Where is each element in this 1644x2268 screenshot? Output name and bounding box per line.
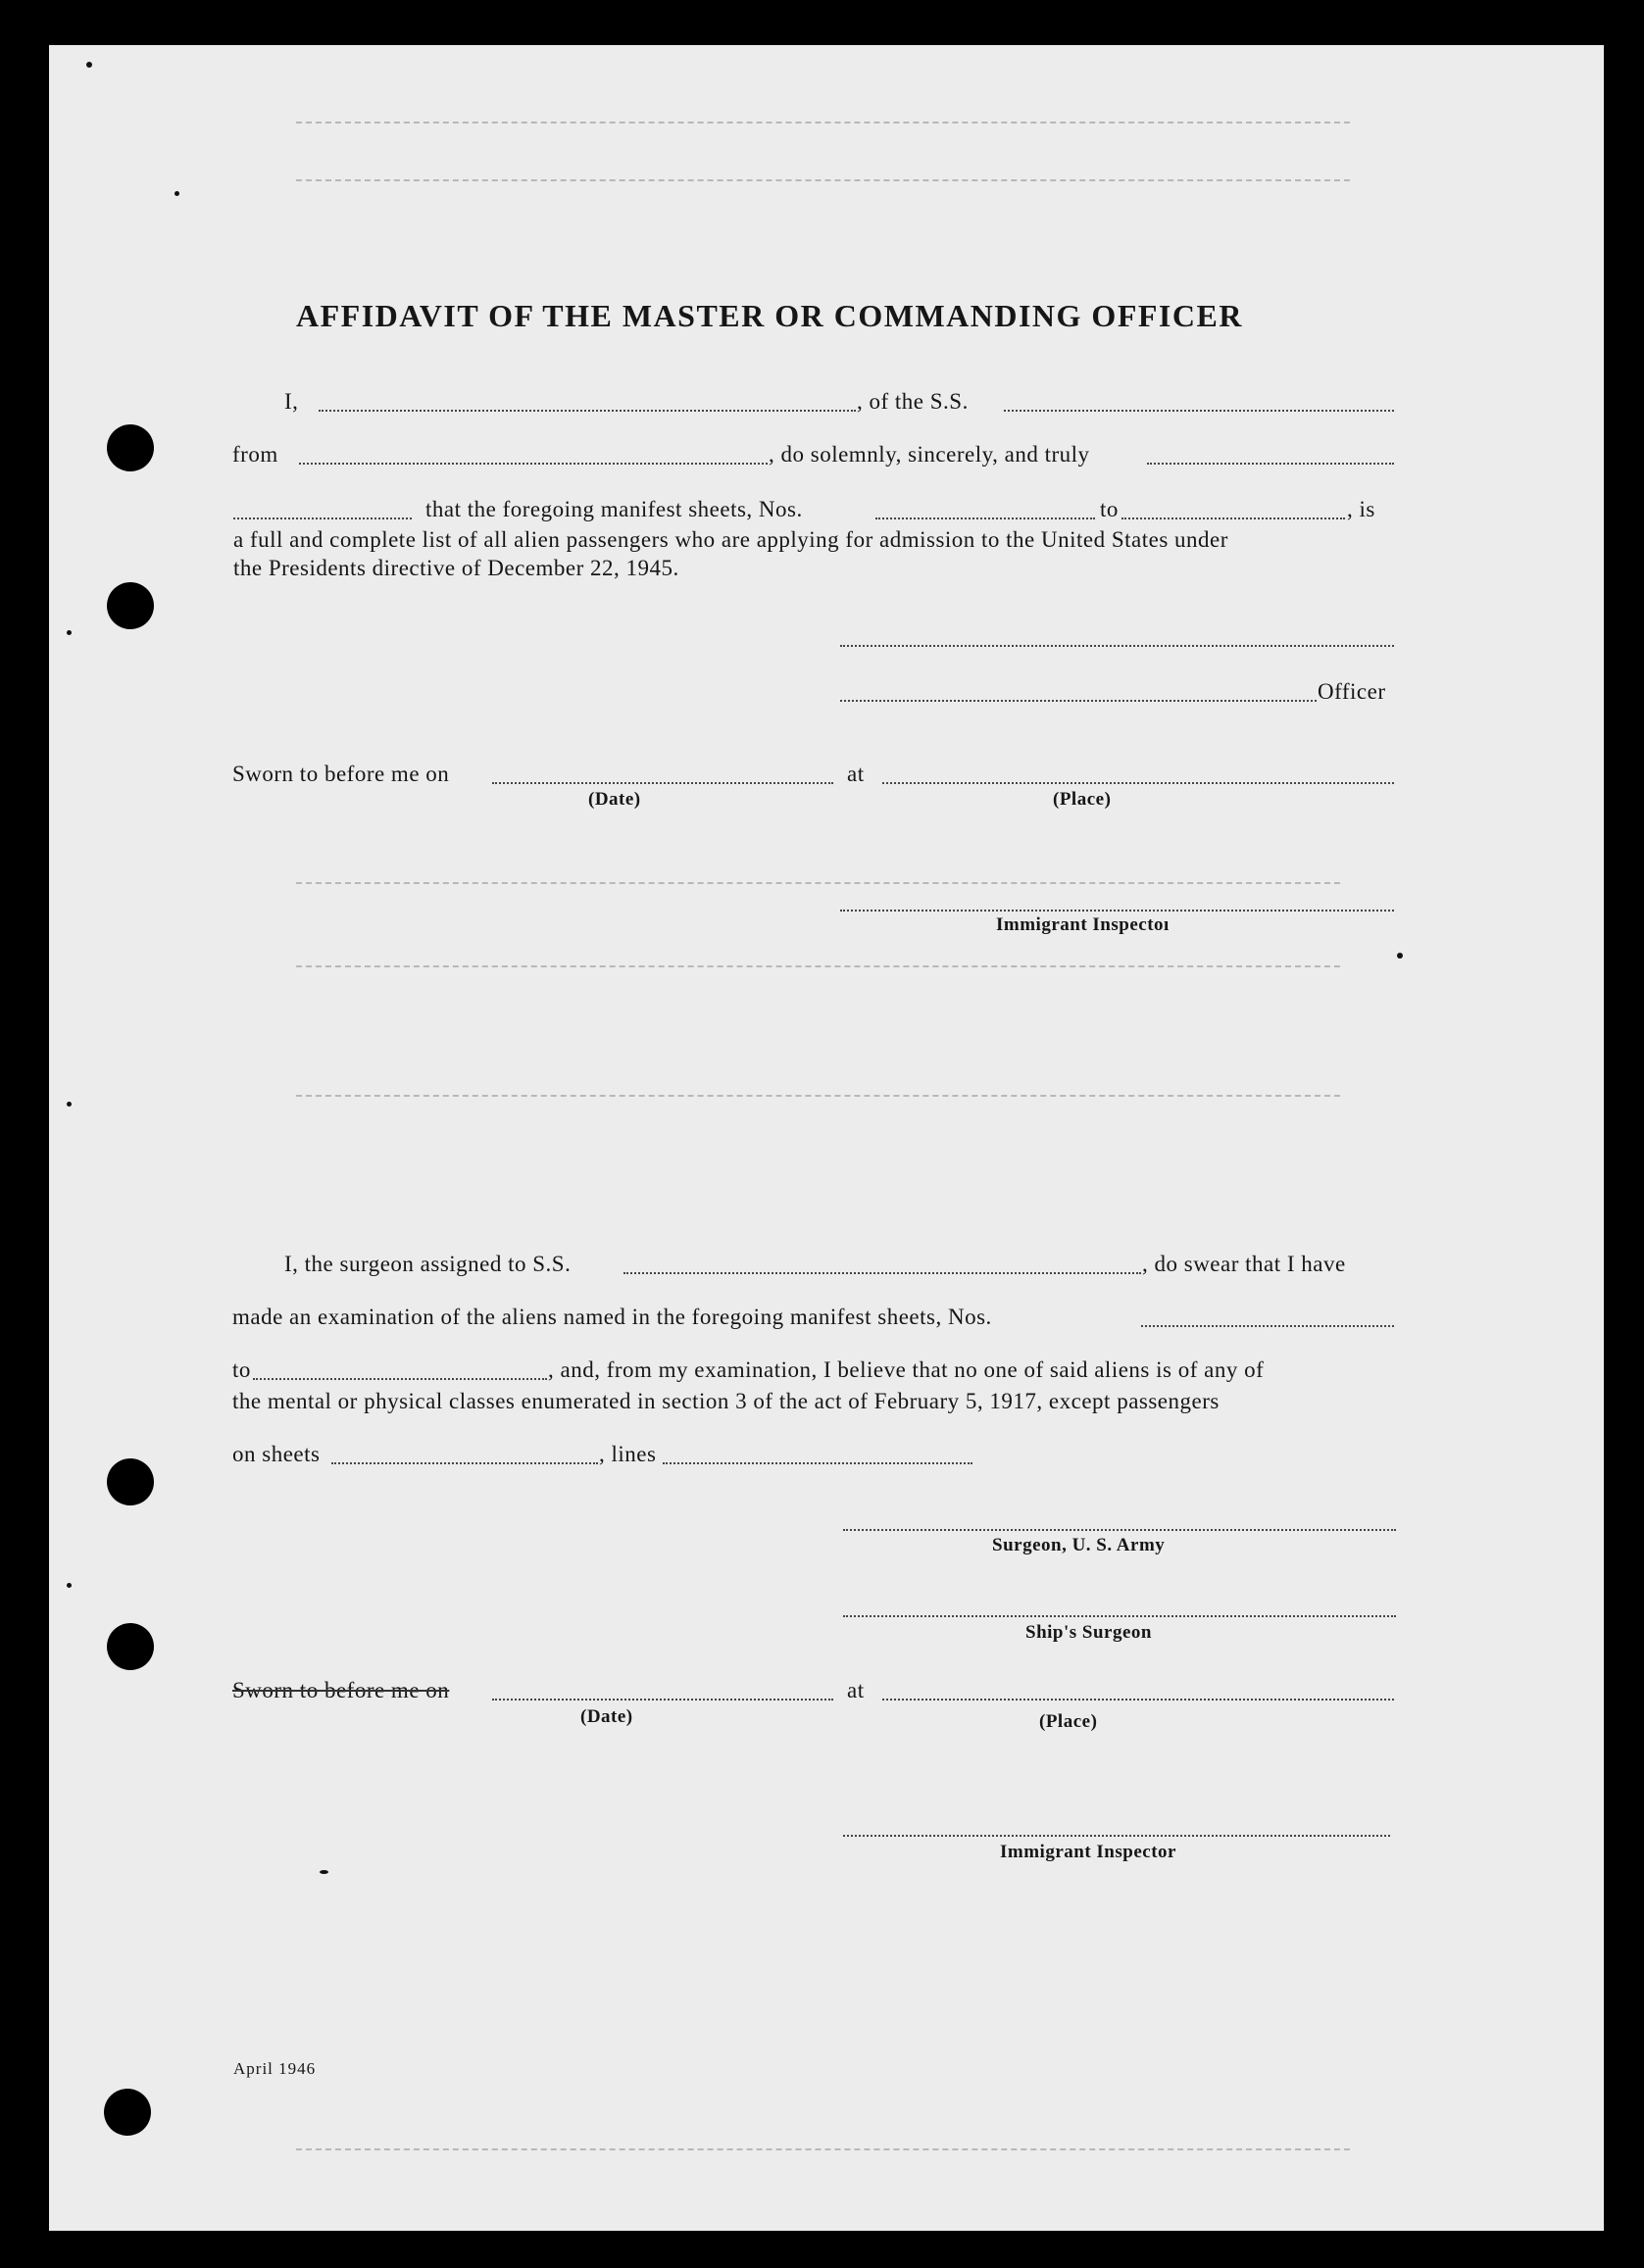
except-lines-field[interactable] <box>663 1462 972 1464</box>
master-sworn-label: Sworn to before me on <box>232 762 450 786</box>
master-line1-ss: , of the S.S. <box>857 389 969 414</box>
form-page <box>49 45 1604 2231</box>
except-sheets-field[interactable] <box>331 1462 598 1464</box>
surgeon-sworn-label: Sworn to before me on <box>232 1678 450 1702</box>
binder-hole-2 <box>107 582 154 629</box>
master-inspector-signature-line[interactable] <box>840 910 1394 912</box>
officer-signature-line-2[interactable] <box>840 700 1317 702</box>
master-sworn-place-field[interactable] <box>882 782 1394 784</box>
binder-hole-3 <box>107 1458 154 1505</box>
surgeon-line5-lines: , lines <box>599 1442 657 1466</box>
faint-guide-line <box>296 882 1340 884</box>
surgeon-sheets-to-field[interactable] <box>253 1378 547 1380</box>
form-edition-date: April 1946 <box>233 2059 317 2078</box>
surgeon-sworn-at: at <box>847 1678 865 1702</box>
officer-signature-line-1[interactable] <box>840 645 1394 647</box>
from-port-field[interactable] <box>299 463 768 465</box>
master-sworn-at: at <box>847 762 865 786</box>
master-inspector-caption: Immigrant Inspectoı <box>996 914 1170 935</box>
oath-prefix-field[interactable] <box>233 518 412 519</box>
surgeon-line3-to: to <box>232 1357 251 1382</box>
surgeon-sworn-place-field[interactable] <box>882 1699 1394 1701</box>
master-line3-to: to <box>1100 497 1119 521</box>
officer-label: Officer <box>1318 679 1386 704</box>
faint-guide-line <box>296 179 1350 181</box>
surgeon-date-caption: (Date) <box>580 1706 633 1727</box>
binder-hole-4 <box>107 1623 154 1670</box>
surgeon-inspector-caption: Immigrant Inspector <box>1000 1842 1176 1862</box>
surgeon-line4: the mental or physical classes enumerated in section 3 of the act of February 5, 1917, except passengers <box>232 1389 1220 1413</box>
paper-speck <box>174 191 179 196</box>
master-date-caption: (Date) <box>588 789 641 810</box>
master-line2-swear: , do solemnly, sincerely, and truly <box>769 442 1090 467</box>
paper-speck <box>86 62 92 68</box>
master-line2-from: from <box>232 442 278 467</box>
surgeon-sworn-date-field[interactable] <box>492 1699 833 1701</box>
surgeon-inspector-signature-line[interactable] <box>843 1835 1390 1837</box>
surgeon-sheets-from-field[interactable] <box>1141 1325 1394 1327</box>
ship-surgeon-signature-line[interactable] <box>843 1615 1396 1617</box>
master-line3-that: that the foregoing manifest sheets, Nos. <box>425 497 803 521</box>
paper-speck <box>67 630 72 635</box>
sheet-to-field[interactable] <box>1121 518 1345 519</box>
surgeon-place-caption: (Place) <box>1039 1711 1098 1732</box>
master-line3-is: , is <box>1347 497 1375 521</box>
binder-hole-5 <box>104 2089 151 2136</box>
ship-name-field[interactable] <box>1004 410 1394 412</box>
paper-speck <box>1397 953 1403 959</box>
surgeon-line1-a: I, the surgeon assigned to S.S. <box>284 1252 572 1276</box>
faint-guide-line <box>296 2148 1350 2150</box>
surgeon-line1-b: , do swear that I have <box>1142 1252 1346 1276</box>
surgeon-line2: made an examination of the aliens named in the foregoing manifest sheets, Nos. <box>232 1305 992 1329</box>
surgeon-line3-rest: , and, from my examination, I believe that no one of said aliens is of any of <box>548 1357 1265 1382</box>
ship-surgeon-caption: Ship's Surgeon <box>1025 1622 1152 1643</box>
master-sworn-date-field[interactable] <box>492 782 833 784</box>
master-name-field[interactable] <box>319 410 856 412</box>
master-line1-i: I, <box>284 389 299 414</box>
army-surgeon-caption: Surgeon, U. S. Army <box>992 1535 1166 1555</box>
paper-speck <box>67 1102 72 1107</box>
surgeon-ship-field[interactable] <box>623 1272 1141 1274</box>
sheet-from-field[interactable] <box>875 518 1095 519</box>
paper-speck <box>320 1870 328 1874</box>
master-place-caption: (Place) <box>1053 789 1112 810</box>
faint-guide-line <box>296 1095 1340 1097</box>
master-line4: a full and complete list of all alien passengers who are applying for admission to the United States under <box>233 527 1228 552</box>
surgeon-line5-sheets: on sheets <box>232 1442 321 1466</box>
binder-hole-1 <box>107 424 154 471</box>
paper-speck <box>67 1583 72 1588</box>
form-title: AFFIDAVIT OF THE MASTER OR COMMANDING OFFICER <box>296 298 1243 333</box>
faint-guide-line <box>296 965 1340 967</box>
oath-field[interactable] <box>1147 463 1394 465</box>
master-line5: the Presidents directive of December 22, 1945. <box>233 556 679 580</box>
faint-guide-line <box>296 122 1350 123</box>
army-surgeon-signature-line[interactable] <box>843 1529 1396 1531</box>
